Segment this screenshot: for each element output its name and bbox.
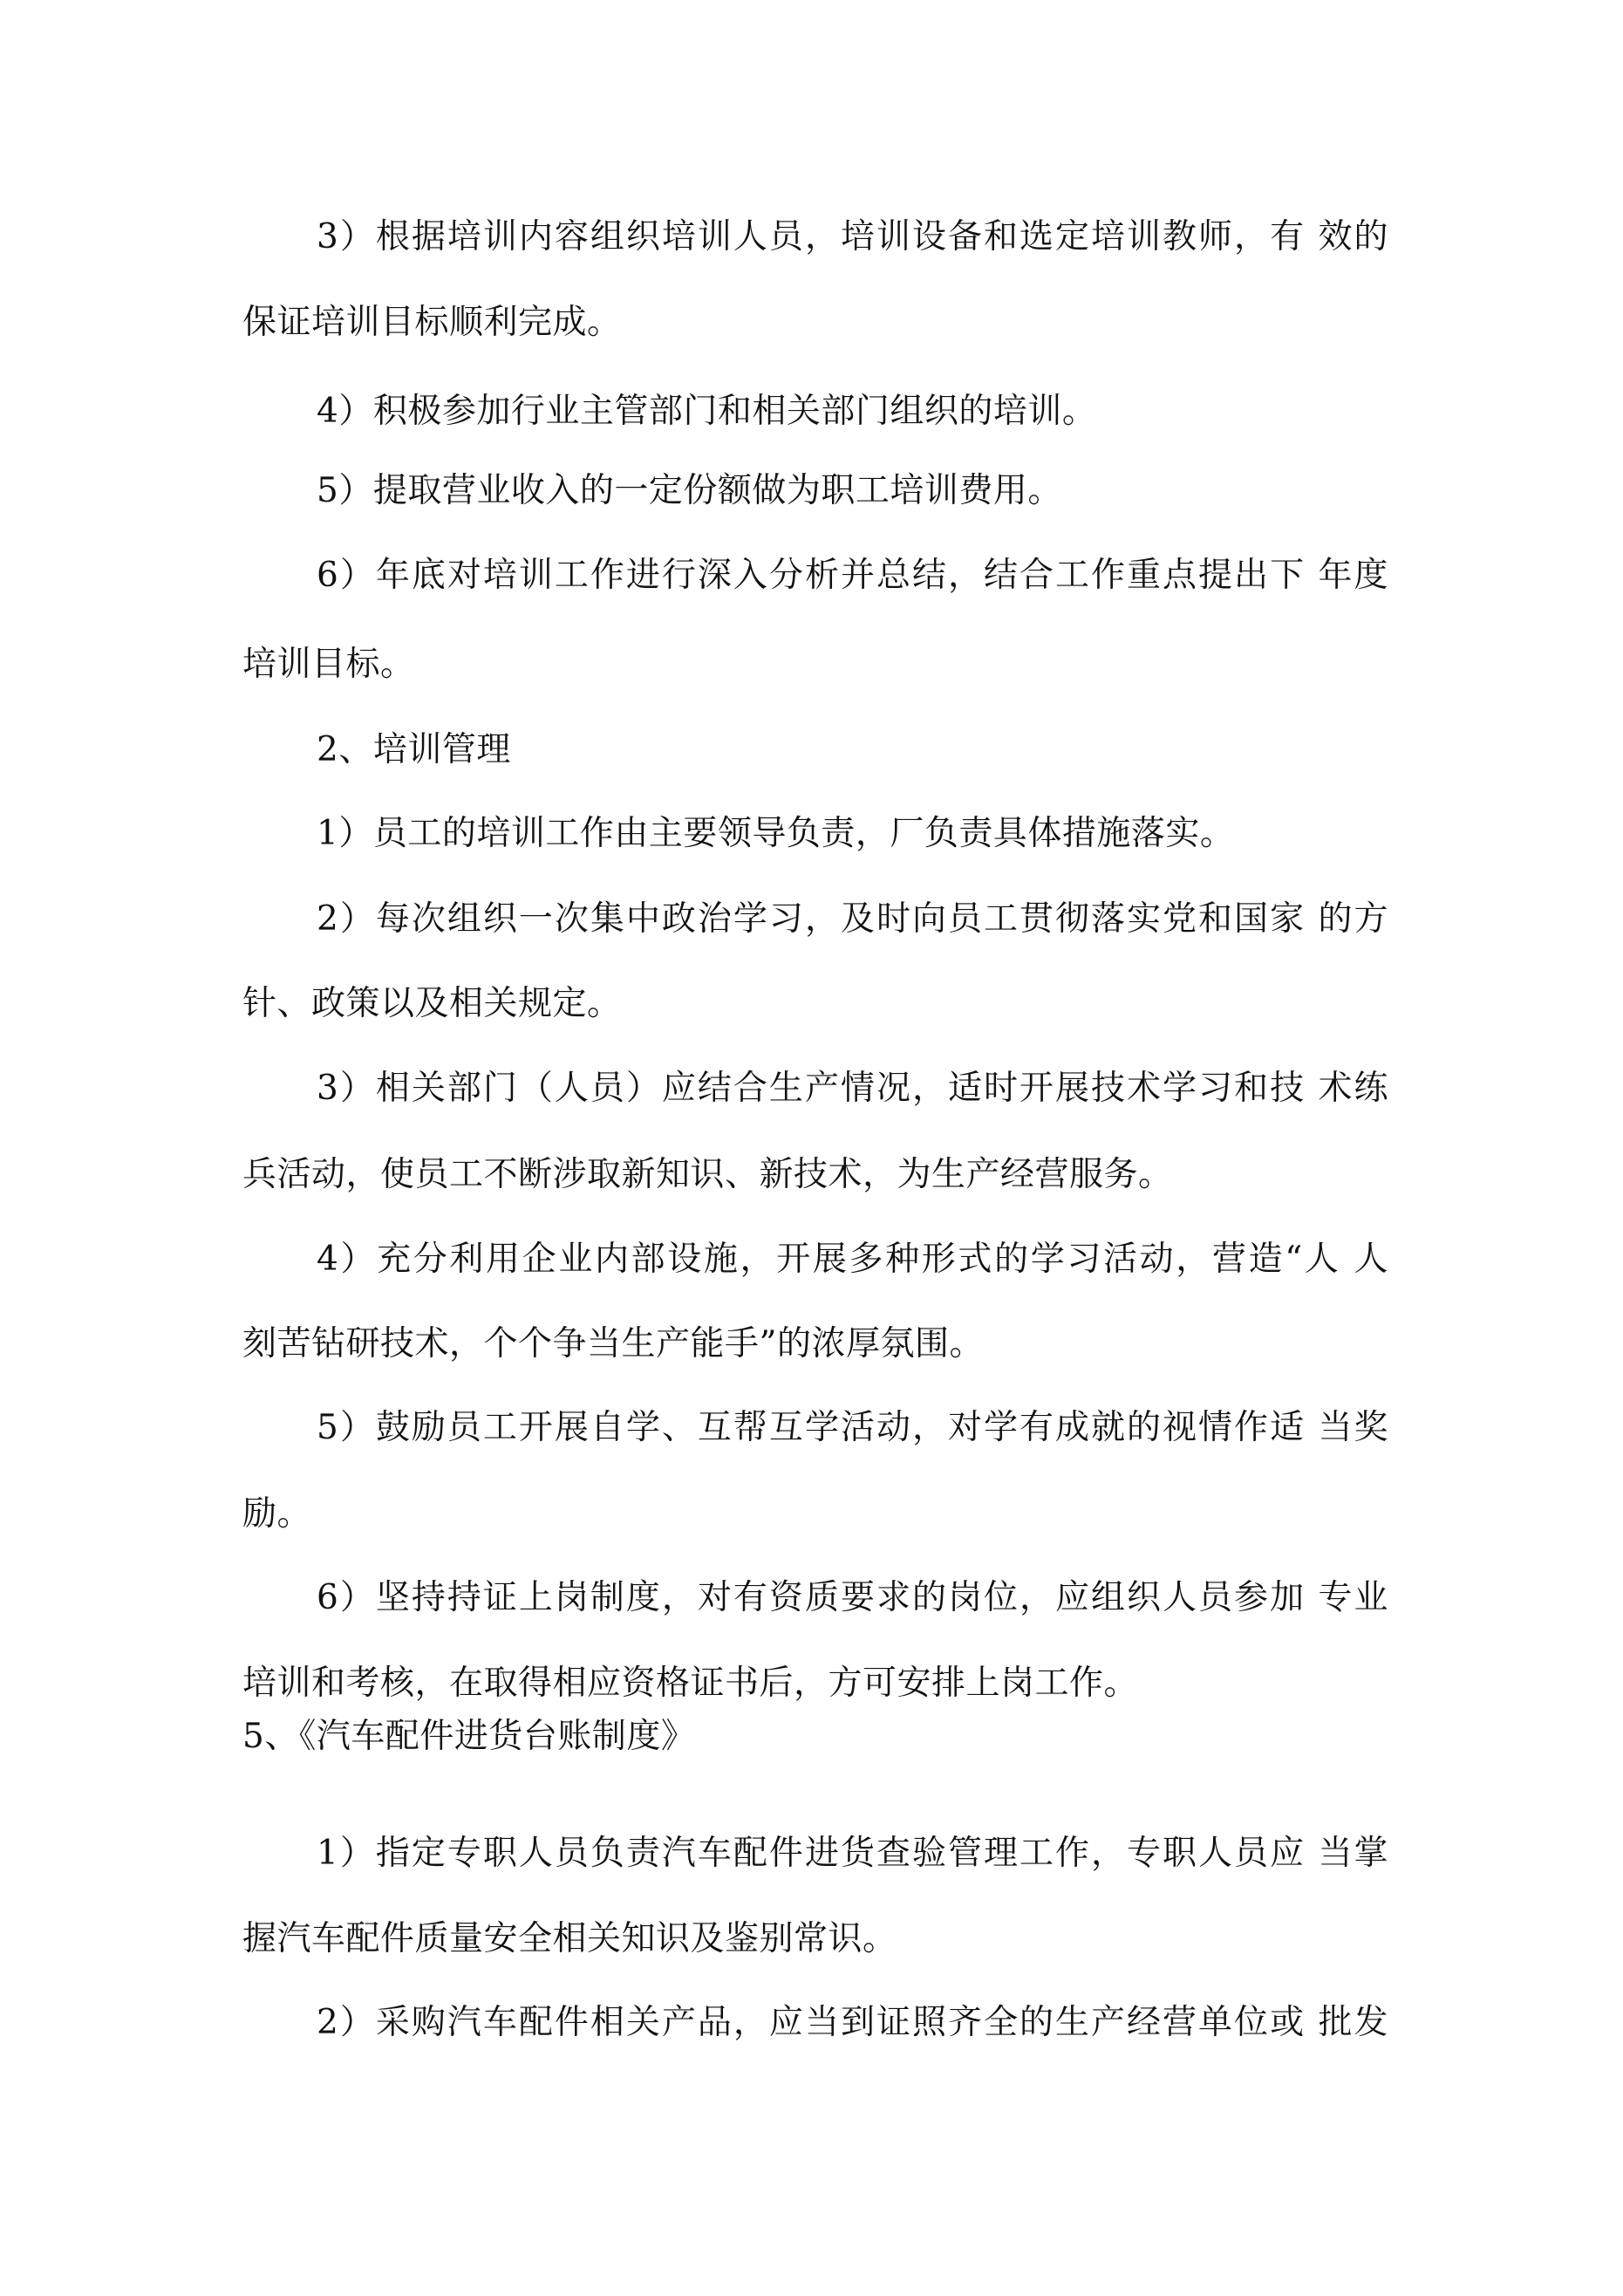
section-heading: 5、《汽车配件进货台账制度》: [242, 1717, 696, 1756]
paragraph-line: 兵活动，使员工不断涉取新知识、新技术，为生产经营服务。: [242, 1155, 1173, 1194]
paragraph-line: 培训和考核，在取得相应资格证书后，方可安排上岗工作。: [242, 1664, 1139, 1703]
paragraph-line: 4）积极参加行业主管部门和相关部门组织的培训。: [317, 392, 1097, 431]
paragraph-line: 3）根据培训内容组织培训人员，培训设备和选定培训教师，有 效的: [317, 217, 1388, 256]
paragraph-line: 2）采购汽车配件相关产品，应当到证照齐全的生产经营单位或 批发: [317, 2003, 1388, 2042]
paragraph-line: 5）提取营业收入的一定份额做为职工培训费用。: [317, 471, 1062, 510]
paragraph-line: 2）每次组织一次集中政治学习，及时向员工贯彻落实党和国家 的方: [317, 899, 1388, 939]
section-heading: 2、培训管理: [317, 730, 511, 769]
paragraph-line: 6）年底对培训工作进行深入分析并总结，结合工作重点提出下 年度: [317, 556, 1388, 595]
paragraph-line: 3）相关部门（人员）应结合生产情况，适时开展技术学习和技 术练: [317, 1069, 1388, 1108]
paragraph-line: 保证培训目标顺利完成。: [242, 303, 622, 342]
paragraph-line: 5）鼓励员工开展自学、互帮互学活动，对学有成就的视情作适 当奖: [317, 1408, 1388, 1447]
paragraph-line: 1）指定专职人员负责汽车配件进货查验管理工作，专职人员应 当掌: [317, 1834, 1388, 1873]
paragraph-line: 1）员工的培训工作由主要领导负责，厂负责具体措施落实。: [317, 814, 1235, 853]
paragraph-line: 培训目标。: [242, 645, 415, 684]
paragraph-line: 6）坚持持证上岗制度，对有资质要求的岗位，应组织人员参加 专业: [317, 1578, 1388, 1617]
paragraph-line: 励。: [242, 1494, 312, 1534]
paragraph-line: 针、政策以及相关规定。: [242, 984, 622, 1023]
paragraph-line: 刻苦钻研技术，个个争当生产能手”的浓厚氛围。: [242, 1324, 984, 1363]
paragraph-line: 4）充分利用企业内部设施，开展多种形式的学习活动，营造“人 人: [317, 1240, 1388, 1279]
paragraph-line: 握汽车配件质量安全相关知识及鉴别常识。: [242, 1919, 897, 1958]
